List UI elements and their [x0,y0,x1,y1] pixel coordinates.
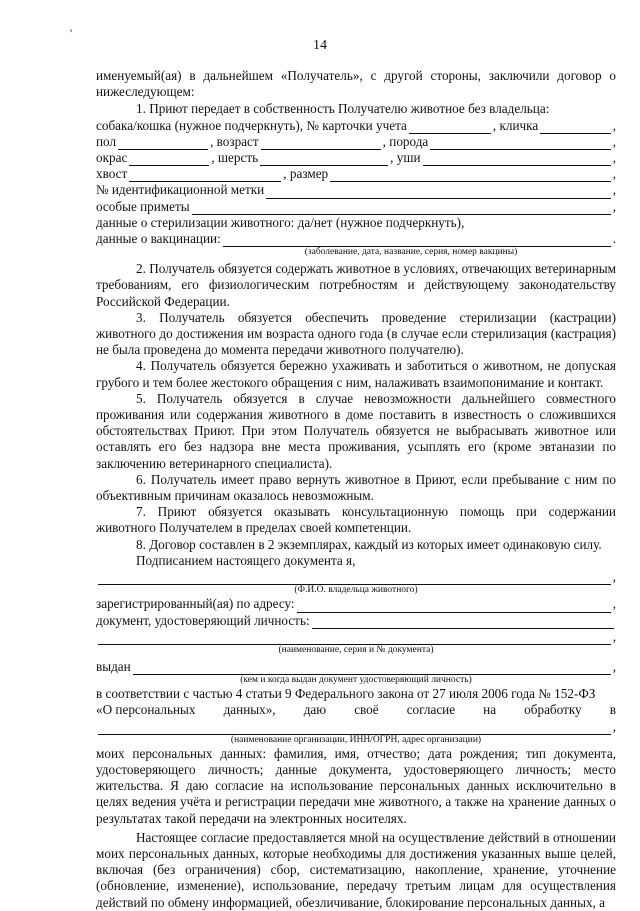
vaccination-caption: (заболевание, дата, название, серия, номер вакцины) [304,247,518,258]
issued-field[interactable] [133,663,611,675]
consent-paragraph-1: моих персональных данных: фамилия, имя, отчество; дата рождения; тип документа, удостоверяющего личность; данные документа, удостоверяющего личность; место жительства. Я даю согласие на использование персональных данных исключительно в целях ведения учёта и регистрации передачи мне животного, а также на хранение данных о результатах такой передачи на электронных носителях. [96,745,616,826]
nickname-label: , кличка [492,117,539,133]
owner-name-caption: (Ф.И.О. владельца животного) [294,585,418,596]
law-line: в соответствии с частью 4 статьи 9 Федерального закона от 27 июля 2006 года № 152-ФЗ [96,686,596,702]
vaccination-label: данные о вакцинации: [96,231,221,247]
coat-label: , шерсть [211,150,259,166]
coat-field[interactable] [260,154,388,166]
owner-name-row: , [96,569,616,585]
ears-label: , уши [390,150,421,166]
form-row-features: особые приметы , [96,198,616,214]
color-label: окрас [96,150,128,166]
form-row-tail: хвост , размер , [96,166,616,182]
tail-label: хвост [96,166,128,182]
organization-row: , [96,719,616,735]
document-label: документ, удостоверяющий личность: [96,612,310,628]
size-label: , размер [283,166,329,182]
clause-2: 2. Получатель обязуется содержать животное в условиях, отвечающих ветеринарным требованиям, его физиологическим потребностям и действующему законодательству Российской Федерации. [96,261,616,309]
address-row: зарегистрированный(ая) по адресу: , [96,596,616,612]
id-mark-field[interactable] [266,187,610,199]
consent-opening: Подписанием настоящего документа я, [136,552,356,568]
document-body [96,68,616,911]
issued-caption: (кем и когда выдан документ удостоверяющий личность) [240,675,472,686]
form-row-color: окрас , шерсть , уши , [96,150,616,166]
corner-mark: ' [70,26,73,40]
breed-label: , порода [382,133,429,149]
owner-name-field[interactable] [98,573,611,585]
issued-row: выдан , [96,658,616,674]
address-field[interactable] [297,601,611,613]
form-row-id-mark: № идентификационной метки , [96,182,616,198]
clause-5: 5. Получатель обязуется в случае невозможности дальнейшего совместного проживания или содержания животного в доме поставить в известность о сложившихся обстоятельствах Приют. При этом Получатель обязуется не выбрасывать животное или оставлять его без надзора вне места проживания, усыплять его (кроме эвтаназии по заключению ветеринарного специалиста). [96,390,616,471]
color-field[interactable] [129,154,209,166]
document-row-2: , [96,629,616,645]
sterilization-label: данные о стерилизации животного: да/нет (нужное подчеркнуть), [96,214,465,230]
document-field[interactable] [312,617,614,629]
form-row-species: собака/кошка (нужное подчеркнуть), № карточки учета , кличка , [96,117,616,133]
clause-3: 3. Получатель обязуется обеспечить проведение стерилизации (кастрации) животного до достижения им возраста одного года (в случае если стерилизация (кастрация) не была проведена до момента передачи животного получателю). [96,309,616,358]
features-field[interactable] [192,203,611,215]
vaccination-field[interactable] [223,235,611,247]
issued-label: выдан [96,658,131,674]
size-field[interactable] [330,170,611,182]
registered-label: зарегистрированный(ая) по адресу: [96,596,295,612]
consent-paragraph-2: Настоящее согласие предоставляется мной на осуществление действий в отношении моих персональных данных, которые необходимы для достижения указанных выше целей, включая (без ограничения) сбор, систематизацию, накопление, хранение, уточнение (обновление, изменение), использование, передачу третьим лицам для осуществления действий по обмену информацией, обезличивание, блокирование персональных данных, а [96,829,616,910]
document-caption: (наименование, серия и № документа) [278,644,434,655]
age-label: , возраст [210,133,259,149]
intro-paragraph: именуемый(ая) в дальнейшем «Получатель», с другой стороны, заключили договор о нижеследующем: [96,68,616,100]
form-row-sex: пол , возраст , порода , [96,133,616,149]
tail-field[interactable] [129,170,281,182]
document-details-field[interactable] [98,633,611,645]
sex-field[interactable] [118,138,208,150]
sex-label: пол [96,133,117,149]
page-number: 14 [313,38,327,53]
form-row-vaccination: данные о вакцинации: . [96,231,616,247]
clause-1: 1. Приют передает в собственность Получателю животное без владельца: [136,101,550,117]
clause-7: 7. Приют обязуется оказывать консультационную помощь при содержании животного Получателем в пределах своей компетенции. [96,504,616,536]
id-mark-label: № идентификационной метки [96,182,265,198]
nickname-field[interactable] [540,122,611,134]
age-field[interactable] [261,138,381,150]
card-number-field[interactable] [409,122,491,134]
organization-field[interactable] [98,723,611,735]
law-words-line: «О персональных данных», даю своё согласие на обработку в [96,702,616,718]
species-label: собака/кошка (нужное подчеркнуть), № карточки учета [96,117,407,133]
clause-8: 8. Договор составлен в 2 экземплярах, каждый из которых имеет одинаковую силу. [136,536,602,552]
clause-4: 4. Получатель обязуется бережно ухаживать и заботиться о животном, не допуская грубого и тем более жестокого обращения с ним, налаживать взаимопонимание и контакт. [96,358,616,390]
organization-caption: (наименование организации, ИНН/ОГРН, адрес организации) [230,734,482,745]
document-row [96,613,616,629]
form-row-sterilization [96,215,616,231]
features-label: особые приметы [96,198,190,214]
breed-field[interactable] [430,138,610,150]
ears-field[interactable] [423,154,611,166]
clause-6: 6. Получатель имеет право вернуть животное в Приют, если пребывание с ним по объективным причинам оказалось невозможным. [96,471,616,504]
